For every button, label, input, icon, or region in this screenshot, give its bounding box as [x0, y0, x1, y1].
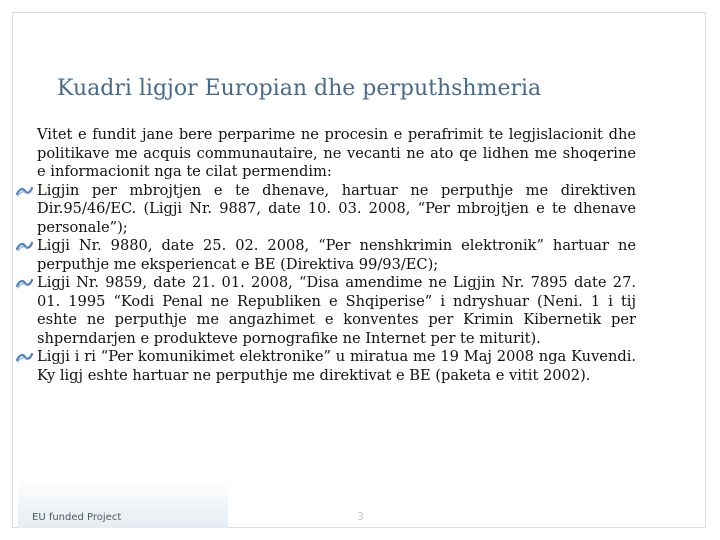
list-item-text: Ligjin per mbrojtjen e te dhenave, hartuar ne perputhje me direktiven Dir.95/46/EC. (Ligji Nr. 9887, date 10. 03. 2008, “Per mbrojtjen e te dhenave personale”); [37, 181, 636, 236]
list-item [16, 274, 636, 348]
wave-bullet-icon [16, 351, 33, 363]
list-item [16, 348, 636, 385]
wave-bullet-icon [16, 277, 33, 289]
list-item [16, 237, 636, 274]
list-item [16, 182, 636, 238]
list-item-text: Ligji i ri “Per komunikimet elektronike” u miratua me 19 Maj 2008 nga Kuvendi. Ky ligj eshte hartuar ne perputhje me direktivat e BE (paketa e vitit 2002). [37, 348, 636, 384]
footer-label: EU funded Project [32, 512, 122, 523]
wave-bullet-icon [16, 240, 33, 252]
intro-paragraph: Vitet e fundit jane bere perparime ne procesin e perafrimit te legjislacionit dhe politikave me acquis communautaire, ne vecanti ne ato qe lidhen me shoqerine e informacionit nga te cilat permendim: [37, 126, 636, 180]
law-list [16, 182, 636, 386]
slide-title: Kuadri ligjor Europian dhe perputhshmeria [57, 76, 542, 101]
list-item-text: Ligji Nr. 9880, date 25. 02. 2008, “Per nenshkrimin elektronik” hartuar ne perputhje me eksperiencat e BE (Direktiva 99/93/EC); [37, 237, 636, 273]
page-number: 3 [357, 510, 364, 523]
slide-body [16, 126, 636, 385]
list-item-text: Ligji Nr. 9859, date 21. 01. 2008, “Disa amendime ne Ligjin Nr. 7895 date 27. 01. 1995 “Kodi Penal ne Republiken e Shqiperise” i ndryshuar (Neni. 1 i tij eshte ne perputhje me angazhimet e konventes per Krimin Kibernetik per shperndarjen e produkteve pornografike ne Internet per te miturit). [37, 274, 636, 347]
wave-bullet-icon [16, 185, 33, 197]
